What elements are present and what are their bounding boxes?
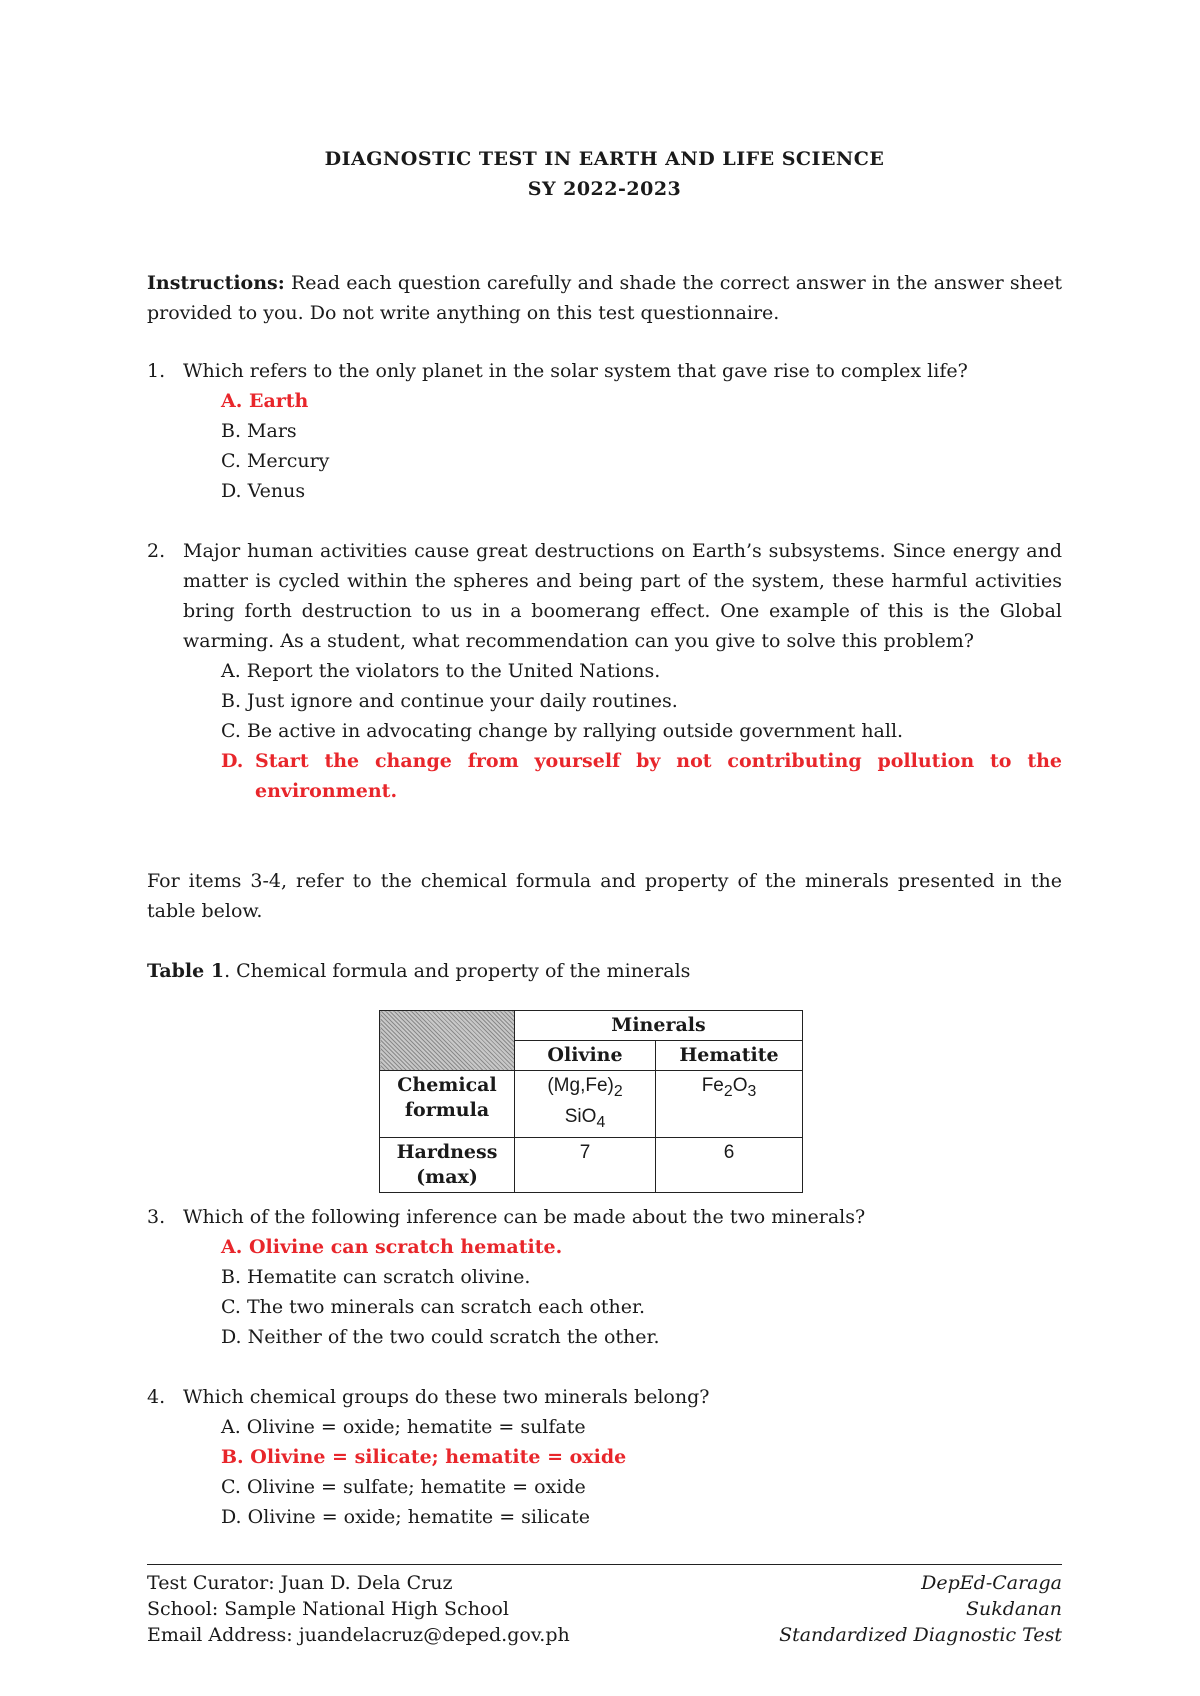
formula-part: (Mg,Fe) bbox=[547, 1075, 614, 1096]
option-text: Start the change from yourself by not contributing pollution to the environment. bbox=[255, 750, 1062, 802]
question-1 bbox=[147, 356, 1062, 506]
option-b-correct: B. Olivine = silicate; hematite = oxide bbox=[221, 1446, 627, 1468]
formula-subscript: 2 bbox=[723, 1082, 733, 1100]
test-page bbox=[147, 0, 1062, 1696]
question-2 bbox=[147, 536, 1062, 806]
label-line-2: (max) bbox=[416, 1165, 478, 1188]
question-text: Which refers to the only planet in the solar system that gave rise to complex life? bbox=[183, 360, 968, 382]
option-letter: D. bbox=[221, 750, 244, 772]
email-address: Email Address: juandelacruz@deped.gov.ph bbox=[147, 1624, 570, 1646]
formula-part: O bbox=[732, 1075, 748, 1096]
organization: DepEd-Caraga bbox=[921, 1572, 1062, 1594]
footer-left bbox=[147, 1570, 570, 1648]
formula-part: Fe bbox=[701, 1075, 724, 1096]
option-d: D. Olivine = oxide; hematite = silicate bbox=[221, 1506, 590, 1528]
formula-part: SiO bbox=[564, 1105, 597, 1127]
label-line-1: Hardness bbox=[396, 1140, 498, 1163]
option-b: B. Mars bbox=[221, 420, 297, 442]
chemical-formula-label bbox=[380, 1071, 515, 1138]
minerals-table bbox=[379, 1010, 803, 1193]
question-4 bbox=[147, 1382, 1062, 1532]
formula-subscript: 4 bbox=[596, 1113, 606, 1131]
instructions-text: Read each question carefully and shade the correct answer in the answer sheet provided to you. Do not write anything on this test questionnaire. bbox=[147, 272, 1062, 324]
olivine-header: Olivine bbox=[515, 1041, 656, 1071]
option-a-correct: A. Olivine can scratch hematite. bbox=[221, 1236, 563, 1258]
olivine-formula bbox=[515, 1071, 656, 1138]
table-caption-label: Table 1 bbox=[147, 960, 225, 982]
school-name: School: Sample National High School bbox=[147, 1598, 509, 1620]
table-corner-cell bbox=[380, 1011, 515, 1071]
olivine-hardness: 7 bbox=[515, 1137, 656, 1192]
formula-subscript: 3 bbox=[747, 1082, 757, 1100]
hematite-hardness: 6 bbox=[656, 1137, 803, 1192]
question-number: 4. bbox=[147, 1386, 166, 1408]
hematite-header: Hematite bbox=[656, 1041, 803, 1071]
footer-divider bbox=[147, 1564, 1062, 1565]
option-d-correct bbox=[221, 746, 1062, 806]
question-number: 2. bbox=[147, 540, 166, 562]
table-caption bbox=[147, 956, 1062, 986]
option-d: D. Venus bbox=[221, 480, 306, 502]
question-text: Which of the following inference can be made about the two minerals? bbox=[183, 1206, 866, 1228]
question-text: Which chemical groups do these two minerals belong? bbox=[183, 1386, 710, 1408]
option-a-correct: A. Earth bbox=[221, 390, 309, 412]
instructions bbox=[147, 268, 1062, 328]
question-text: Major human activities cause great destructions on Earth’s subsystems. Since energy and matter is cycled within the spheres and being part of the system, these harmful activities bring forth destruction to us in a boomerang effect. One example of this is the Global warming. As a student, what recommendation can you give to solve this problem? bbox=[183, 540, 1062, 652]
option-b: B. Just ignore and continue your daily routines. bbox=[221, 690, 678, 712]
hematite-formula bbox=[656, 1071, 803, 1138]
option-c: C. Be active in advocating change by rallying outside government hall. bbox=[221, 720, 904, 742]
question-number: 1. bbox=[147, 360, 166, 382]
instructions-label: Instructions: bbox=[147, 272, 285, 294]
footer-right bbox=[779, 1570, 1062, 1648]
minerals-header: Minerals bbox=[515, 1011, 803, 1041]
option-a: A. Olivine = oxide; hematite = sulfate bbox=[221, 1416, 586, 1438]
option-c: C. Mercury bbox=[221, 450, 330, 472]
option-c: C. The two minerals can scratch each other. bbox=[221, 1296, 646, 1318]
option-c: C. Olivine = sulfate; hematite = oxide bbox=[221, 1476, 586, 1498]
hardness-label bbox=[380, 1137, 515, 1192]
table-reference-note: For items 3-4, refer to the chemical formula and property of the minerals presented in the table below. bbox=[147, 870, 1062, 922]
program-name: Sukdanan bbox=[965, 1598, 1062, 1620]
question-number: 3. bbox=[147, 1206, 166, 1228]
test-title: DIAGNOSTIC TEST IN EARTH AND LIFE SCIENCE bbox=[324, 148, 885, 170]
test-type: Standardized Diagnostic Test bbox=[779, 1624, 1062, 1646]
test-curator: Test Curator: Juan D. Dela Cruz bbox=[147, 1572, 453, 1594]
option-b: B. Hematite can scratch olivine. bbox=[221, 1266, 531, 1288]
label-line-1: Chemical bbox=[397, 1074, 497, 1096]
table-caption-text: . Chemical formula and property of the minerals bbox=[224, 960, 691, 982]
school-year: SY 2022-2023 bbox=[527, 178, 682, 200]
option-a: A. Report the violators to the United Nations. bbox=[221, 660, 661, 682]
formula-subscript: 2 bbox=[613, 1082, 623, 1100]
label-line-2: formula bbox=[404, 1099, 490, 1121]
option-d: D. Neither of the two could scratch the other. bbox=[221, 1326, 660, 1348]
question-3 bbox=[147, 1202, 1062, 1352]
